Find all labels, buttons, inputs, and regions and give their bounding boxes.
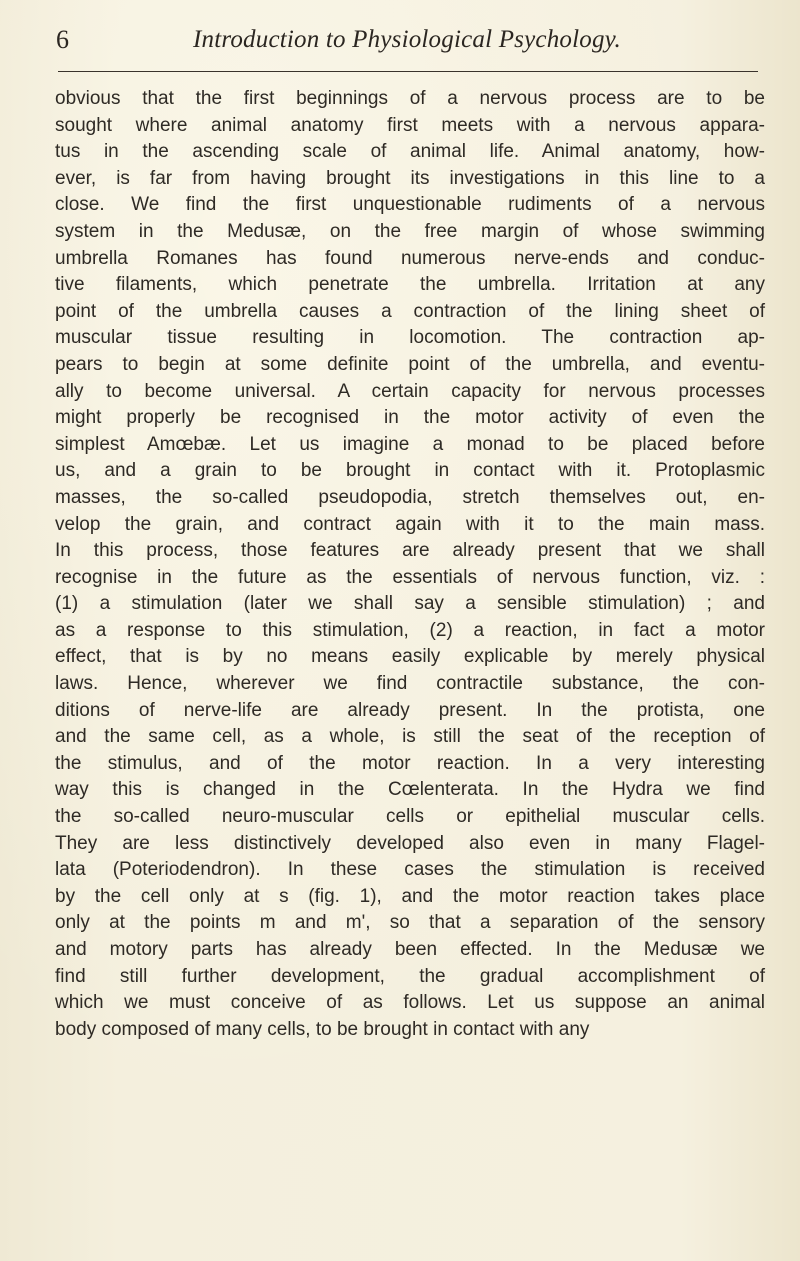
text-line: muscular tissue resulting in locomotion. The contraction ap- [55,327,765,349]
header-rule [58,71,758,72]
text-line: obvious that the first beginnings of a nervous process are to be [55,88,765,109]
text-line: recognise in the future as the essentials of nervous function, viz. : [55,566,765,588]
text-line: tus in the ascending scale of animal life. Animal anatomy, how- [55,141,765,163]
text-line: effect, that is by no means easily explicable by merely physical [55,646,765,668]
text-line: and motory parts has already been effected. In the Medusæ we [55,939,765,960]
text-line: find still further development, the gradual accomplishment of [55,965,765,987]
text-line: laws. Hence, wherever we find contractile substance, the con- [55,673,765,695]
text-line: point of the umbrella causes a contraction of the lining sheet of [55,300,765,322]
text-line: tive filaments, which penetrate the umbrella. Irritation at any [55,274,765,296]
text-line: umbrella Romanes has found numerous nerve-ends and conduc- [55,247,765,269]
text-line: They are less distinctively developed also even in many Flagel- [55,832,765,854]
body-text [55,86,765,1043]
text-line: ever, is far from having brought its investigations in this line to a [55,167,765,189]
text-line: only at the points m and m', so that a separation of the sensory [55,912,765,934]
text-line: the so-called neuro-muscular cells or epithelial muscular cells. [55,806,765,828]
page-header [56,22,758,58]
text-line: ally to become universal. A certain capacity for nervous processes [55,380,765,402]
text-line: lata (Poteriodendron). In these cases the stimulation is received [55,859,765,881]
text-line: simplest Amœbæ. Let us imagine a monad to be placed before [55,433,765,455]
text-line: ditions of nerve-life are already present. In the protista, one [55,699,765,721]
text-line: masses, the so-called pseudopodia, stretch themselves out, en- [55,486,765,508]
text-line: might properly be recognised in the motor activity of even the [55,407,765,429]
text-line: system in the Medusæ, on the free margin of whose swimming [55,220,765,242]
text-line: velop the grain, and contract again with it to the main mass. [55,513,765,535]
text-line: In this process, those features are already present that we shall [55,540,765,562]
text-line: way this is changed in the Cœlenterata. In the Hydra we find [55,779,765,801]
text-line: (1) a stimulation (later we shall say a sensible stimulation) ; and [55,593,765,615]
text-line: by the cell only at s (fig. 1), and the motor reaction takes place [55,885,765,907]
text-line: us, and a grain to be brought in contact with it. Protoplasmic [55,460,765,482]
text-line: sought where animal anatomy first meets with a nervous appara- [55,114,765,136]
text-line: body composed of many cells, to be brought in contact with any [55,1018,590,1040]
text-line: the stimulus, and of the motor reaction. In a very interesting [55,752,765,774]
text-line: as a response to this stimulation, (2) a reaction, in fact a motor [55,619,765,641]
text-line: which we must conceive of as follows. Let us suppose an animal [55,992,765,1014]
page-number: 6 [56,25,69,54]
text-line: close. We find the first unquestionable rudiments of a nervous [55,194,765,216]
text-line: and the same cell, as a whole, is still the seat of the reception of [55,726,765,748]
text-line: pears to begin at some definite point of the umbrella, and eventu- [55,353,765,375]
running-title: Introduction to Physiological Psychology. [192,26,622,53]
